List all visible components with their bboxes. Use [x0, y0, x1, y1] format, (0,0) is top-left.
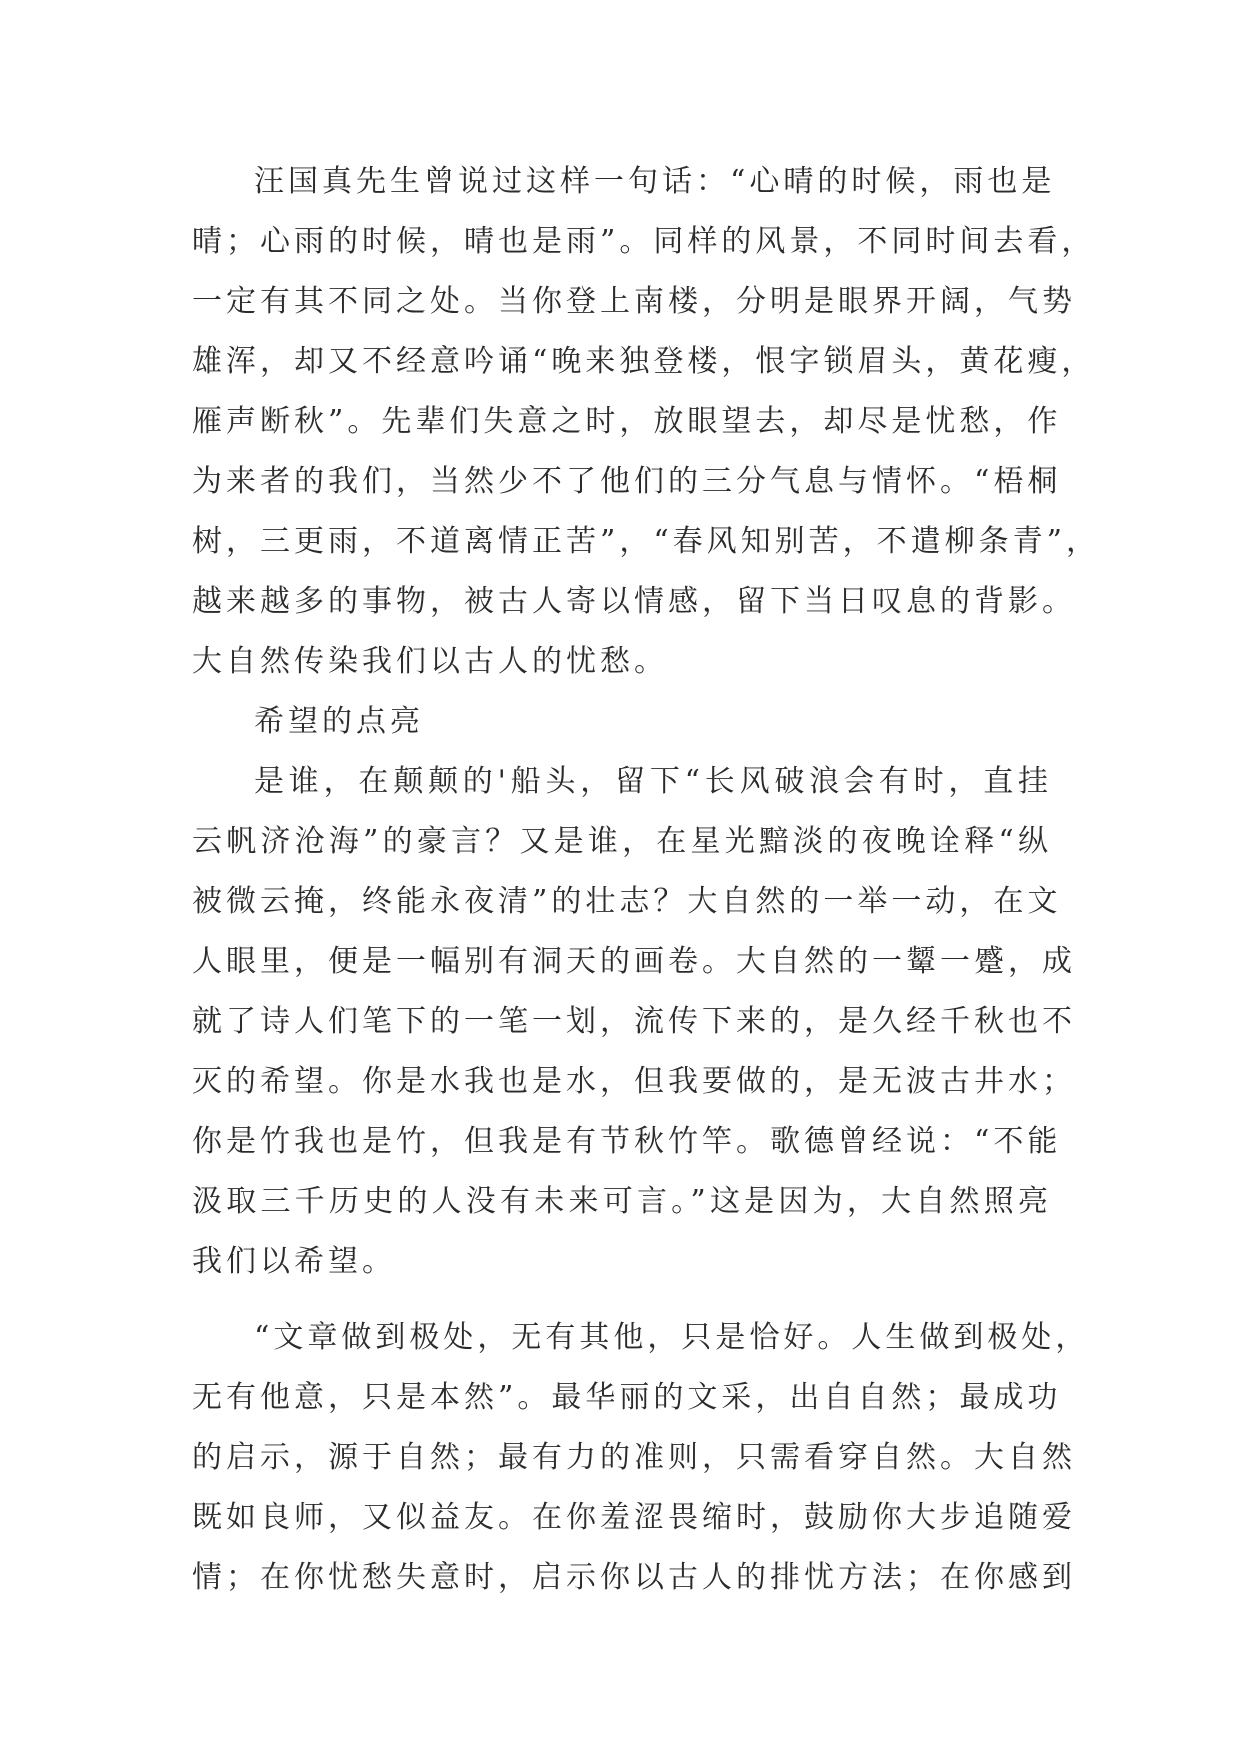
text-line: 为来者的我们，当然少不了他们的三分气息与情怀。“梧桐 [192, 464, 1062, 499]
section-subheading: 希望的点亮 [254, 704, 424, 739]
text-line: 灭的希望。你是水我也是水，但我要做的，是无波古井水； [192, 1064, 1076, 1099]
text-line: 被微云掩，终能永夜清”的壮志？大自然的一举一动，在文 [192, 884, 1062, 919]
text-line: 无有他意，只是本然”。最华丽的文采，出自自然；最成功 [192, 1380, 1062, 1415]
text-line: 树，三更雨，不道离情正苦”，“春风知别苦，不遣柳条青”， [192, 524, 1101, 559]
text-line: 情；在你忧愁失意时，启示你以古人的排忧方法；在你感到 [192, 1560, 1076, 1595]
text-line: 云帆济沧海”的豪言？又是谁，在星光黯淡的夜晚诠释“纵 [192, 824, 1052, 859]
paragraph-1 [192, 152, 1101, 692]
paragraph-3 [192, 1308, 1090, 1608]
text-line: 我们以希望。 [192, 1244, 396, 1279]
text-line: 雁声断秋”。先辈们失意之时，放眼望去，却尽是忧愁，作 [192, 404, 1062, 439]
text-line: 就了诗人们笔下的一笔一划，流传下来的，是久经千秋也不 [192, 1004, 1076, 1039]
text-line: 晴；心雨的时候，晴也是雨”。同样的风景，不同时间去看， [192, 224, 1096, 259]
text-line: 汪国真先生曾说过这样一句话：“心晴的时候，雨也是 [254, 164, 1056, 199]
text-line: 你是竹我也是竹，但我是有节秋竹竿。歌德曾经说：“不能 [192, 1124, 1062, 1159]
text-line: 大自然传染我们以古人的忧愁。 [192, 644, 668, 679]
text-line: 一定有其不同之处。当你登上南楼，分明是眼界开阔，气势 [192, 284, 1076, 319]
text-line: “文章做到极处，无有其他，只是恰好。人生做到极处， [254, 1320, 1090, 1355]
text-line: 是谁，在颠颠的'船头，留下“长风破浪会有时，直挂 [254, 764, 1052, 799]
text-line: 汲取三千历史的人没有未来可言。”这是因为，大自然照亮 [192, 1184, 1052, 1219]
text-line: 人眼里，便是一幅别有洞天的画卷。大自然的一颦一蹙，成 [192, 944, 1076, 979]
text-line: 既如良师，又似益友。在你羞涩畏缩时，鼓励你大步追随爱 [192, 1500, 1076, 1535]
text-line: 越来越多的事物，被古人寄以情感，留下当日叹息的背影。 [192, 584, 1076, 619]
paragraph-2 [192, 752, 1076, 1292]
text-line: 的启示，源于自然；最有力的准则，只需看穿自然。大自然 [192, 1440, 1076, 1475]
paragraph-spacer [192, 1292, 1052, 1308]
document-body [192, 152, 1101, 1608]
text-line: 雄浑，却又不经意吟诵“晚来独登楼，恨字锁眉头，黄花瘦， [192, 344, 1096, 379]
